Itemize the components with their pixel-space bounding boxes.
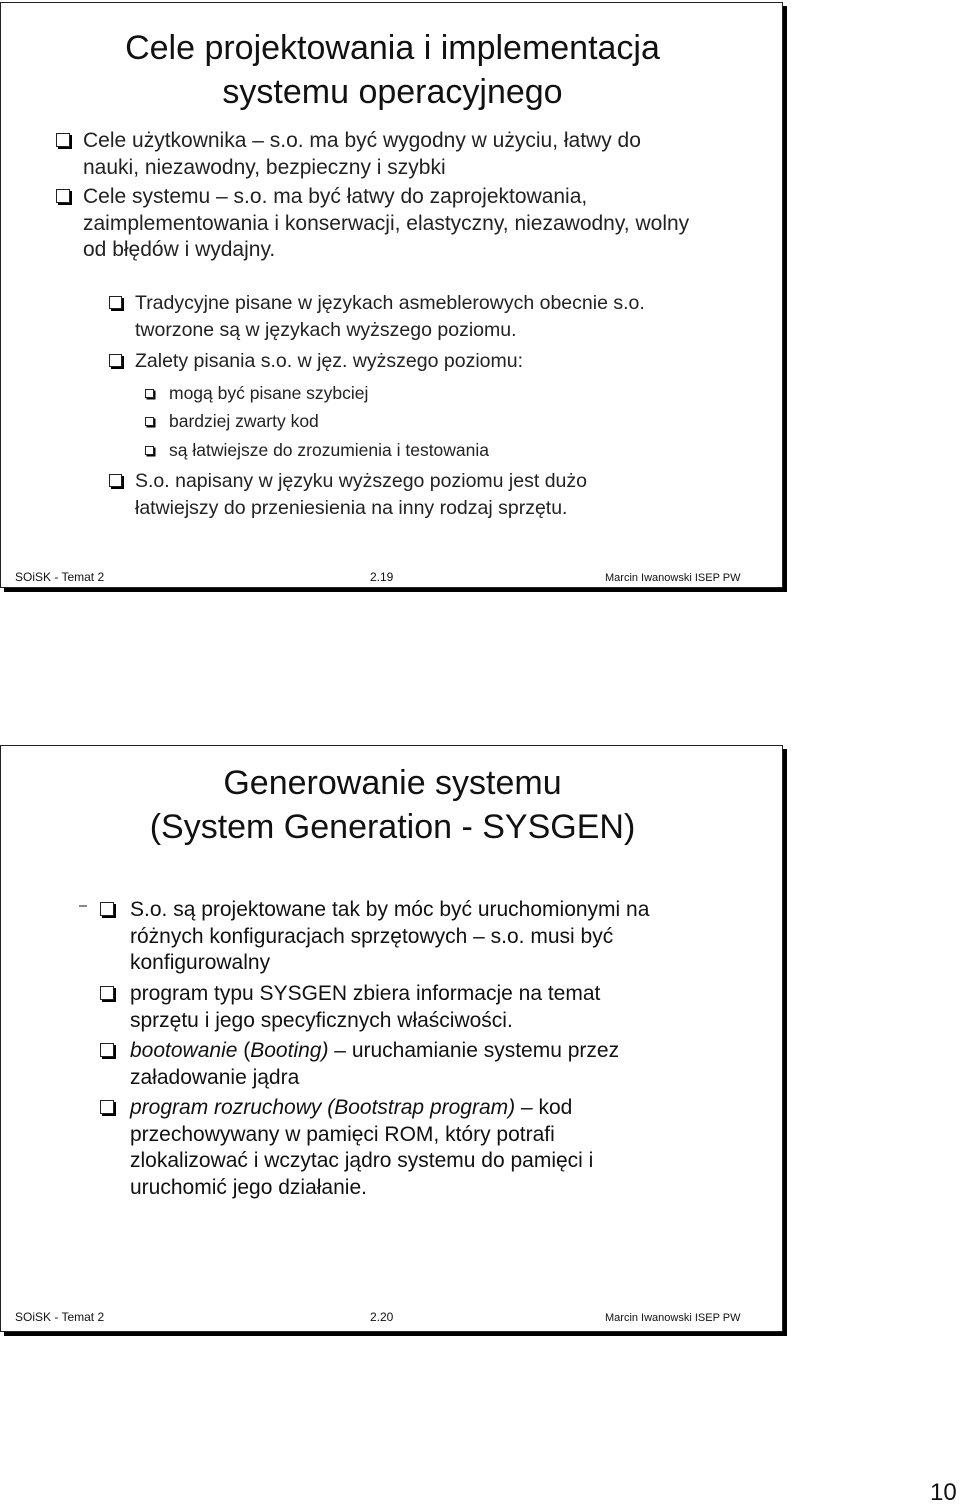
footer-course: SOiSK - Temat 2 [15,570,105,584]
bullet-item [83,128,641,181]
title-line: Generowanie systemu [223,764,562,802]
bullet-text: różnych konfiguracjach sprzętowych – s.o. musi być [130,924,614,948]
checkbox-bullet-icon [109,474,122,487]
bullet-text [130,1095,593,1122]
text-fragment: – uruchamianie systemu przez [328,1039,620,1062]
bullet-text: załadowanie jądra [130,1065,300,1089]
checkbox-bullet-icon [109,354,122,367]
bullet-item [130,1038,619,1091]
bullet-item [83,184,689,264]
slide-2-20 [0,745,783,1332]
bullet-text: sprzętu i jego specyficznych właściwości. [130,1008,513,1032]
bullet-text: S.o. napisany w języku wyższego poziomu jest dużo [135,470,587,492]
slide-2-19 [0,2,783,588]
stray-mark [79,905,87,907]
checkbox-bullet-icon [100,986,114,1000]
bullet-text [130,1038,619,1065]
checkbox-bullet-icon [109,296,122,309]
checkbox-bullet-icon [145,446,154,455]
bullet-text: Tradycyjne pisane w językach asmeblerowych obecnie s.o. [135,292,645,314]
bullet-text: są łatwiejsze do zrozumienia i testowania [169,440,490,460]
bullet-text: program typu SYSGEN zbiera informacje na temat [130,982,601,1005]
bullet-text: Zalety pisania s.o. w jęz. wyższego poziomu: [135,350,524,372]
term-italic: program rozruchowy (Bootstrap program) [130,1096,516,1119]
checkbox-bullet-icon [145,417,154,426]
slide-title [1,26,784,114]
bullet-text: przechowywany w pamięci ROM, który potrafi [130,1122,555,1146]
bullet-text: konfigurowalny [130,951,271,974]
text-fragment: – kod [515,1096,573,1119]
sub-bullet-item [135,468,587,522]
bullet-item [130,981,600,1034]
checkbox-bullet-icon [100,902,114,916]
bullet-text: od błędów i wydajny. [83,238,276,261]
checkbox-bullet-icon [100,1100,114,1114]
page-number: 10 [930,1479,957,1506]
bullet-text: Cele systemu – s.o. ma być łatwy do zaprojektowania, [83,185,588,208]
checkbox-bullet-icon [100,1043,114,1057]
bullet-text: mogą być pisane szybciej [169,383,369,403]
sub-sub-bullet-item [169,381,368,405]
title-line: Cele projektowania i implementacja [125,29,660,67]
sub-sub-bullet-item [169,409,319,433]
checkbox-bullet-icon [56,189,70,203]
footer-slide-number: 2.20 [370,1310,394,1324]
bullet-text: uruchomić jego działanie. [130,1175,367,1199]
bullet-item [130,897,649,977]
sub-bullet-item [135,348,523,375]
footer-author: Marcin Iwanowski ISEP PW [605,572,741,584]
sub-sub-bullet-item [169,438,489,462]
footer-course: SOiSK - Temat 2 [15,1310,105,1324]
slide-title [1,761,784,849]
footer-slide-number: 2.19 [370,570,394,584]
bullet-text: zaimplementowania i konserwacji, elastyczny, niezawodny, wolny [83,211,690,235]
checkbox-bullet-icon [56,133,70,147]
bullet-text: zlokalizować i wczytac jądro systemu do pamięci i [130,1149,594,1172]
bullet-text: S.o. są projektowane tak by móc być uruchomionymi na [130,898,650,921]
bullet-text: Cele użytkownika – s.o. ma być wygodny w użyciu, łatwy do [83,129,641,152]
bullet-text: bardziej zwarty kod [169,411,319,431]
bullet-text: tworzone są w językach wyższego poziomu. [135,319,517,341]
checkbox-bullet-icon [145,389,154,398]
title-line: systemu operacyjnego [222,73,563,111]
bullet-text: łatwiejszy do przeniesienia na inny rodzaj sprzętu. [135,497,568,519]
bullet-item [130,1095,593,1201]
text-fragment: ( [237,1039,251,1062]
footer-author: Marcin Iwanowski ISEP PW [605,1312,741,1324]
term-italic: bootowanie [130,1039,238,1062]
sub-bullet-item [135,290,645,344]
title-line: (System Generation - SYSGEN) [149,808,636,846]
bullet-text: nauki, niezawodny, bezpieczny i szybki [83,155,446,179]
term-italic: Booting) [250,1039,329,1062]
